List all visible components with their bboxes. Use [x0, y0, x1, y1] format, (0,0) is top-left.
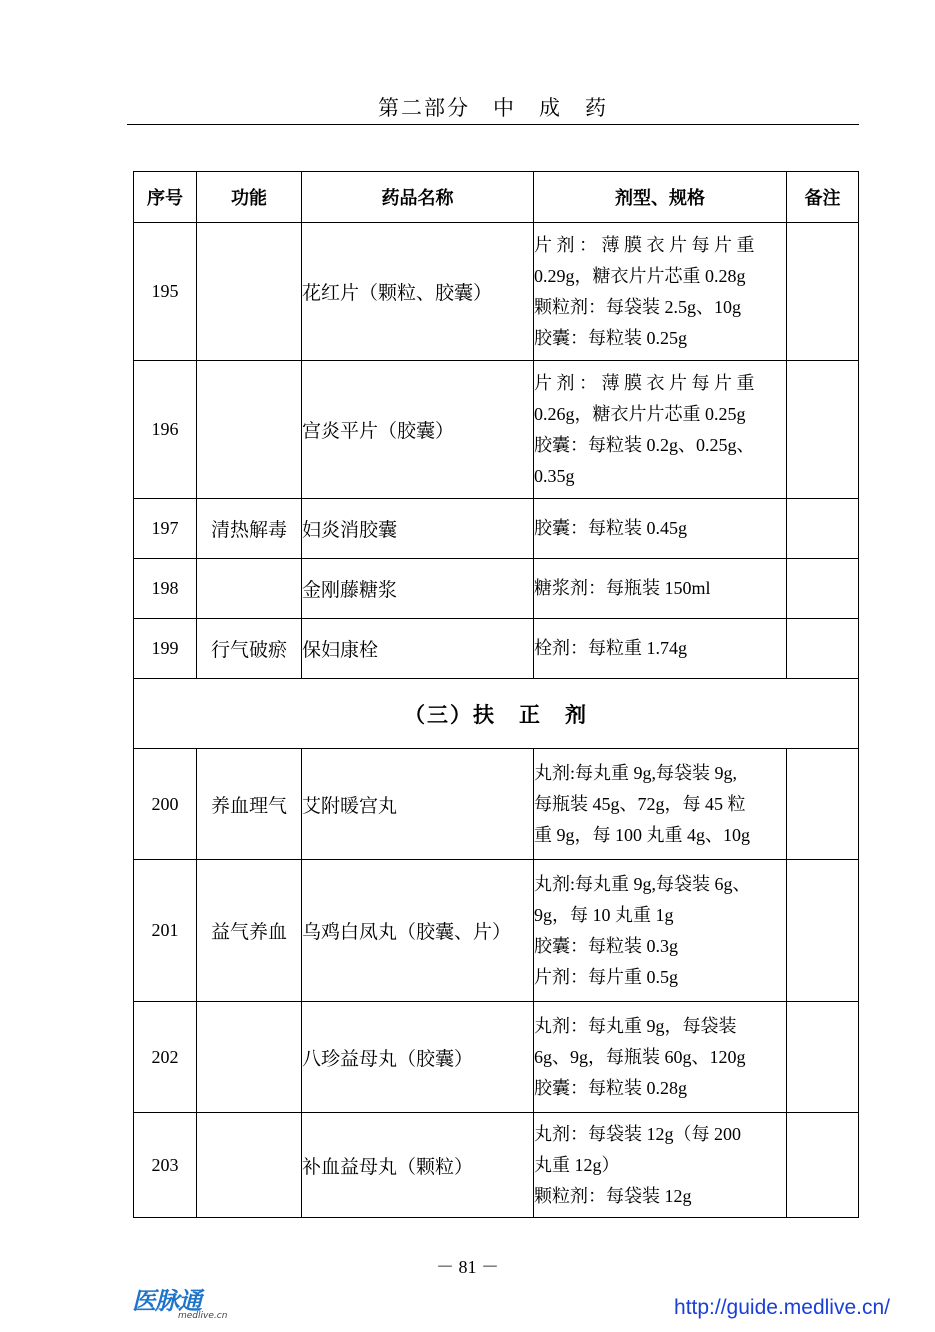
- cell-spec: [534, 619, 787, 679]
- cell-note: [787, 559, 859, 619]
- cell-drug-name: 八珍益母丸（胶囊）: [302, 1002, 534, 1113]
- column-header-note: 备注: [787, 172, 859, 223]
- column-header-seq: 序号: [134, 172, 197, 223]
- page-number: － 81 －: [436, 1257, 499, 1277]
- spec-line: 丸重 12g）: [534, 1154, 620, 1175]
- cell-note: [787, 749, 859, 860]
- spec-line: 胶囊：每粒装 0.28g: [534, 1077, 687, 1098]
- logo-subtext: medlive.cn: [178, 1311, 228, 1321]
- spec-line: 胶囊：每粒装 0.25g: [534, 327, 687, 348]
- cell-seq: 195: [134, 223, 197, 361]
- cell-drug-name: 花红片（颗粒、胶囊）: [302, 223, 534, 361]
- spec-line: 栓剂：每粒重 1.74g: [534, 638, 687, 658]
- cell-note: [787, 1113, 859, 1218]
- cell-function: [197, 223, 302, 361]
- cell-spec: [534, 1002, 787, 1113]
- spec-line: 0.35g: [534, 465, 575, 486]
- table-row: [134, 1002, 859, 1113]
- spec-line: 0.29g，糖衣片片芯重 0.28g: [534, 265, 746, 286]
- cell-seq: 199: [134, 619, 197, 679]
- site-url-link[interactable]: http://guide.medlive.cn/: [674, 1296, 890, 1319]
- spec-line: 6g、9g，每瓶装 60g、120g: [534, 1046, 746, 1067]
- medlive-logo: [132, 1281, 242, 1321]
- spec-line: 丸剂:每丸重 9g,每袋装 9g,: [534, 762, 738, 783]
- cell-function: [197, 1113, 302, 1218]
- cell-drug-name: 保妇康栓: [302, 619, 534, 679]
- spec-line: 胶囊：每粒装 0.2g、0.25g、: [534, 434, 755, 455]
- cell-function: 行气破瘀: [197, 619, 302, 679]
- section-title: （三）扶 正 剂: [134, 679, 859, 749]
- spec-line: 胶囊：每粒装 0.3g: [534, 935, 678, 956]
- spec-line: 颗粒剂：每袋装 2.5g、10g: [534, 296, 741, 317]
- cell-drug-name: 宫炎平片（胶囊）: [302, 361, 534, 499]
- spec-line: 糖浆剂：每瓶装 150ml: [534, 578, 711, 598]
- table-row: [134, 749, 859, 860]
- spec-line: 重 9g，每 100 丸重 4g、10g: [534, 824, 750, 845]
- table-body-upper: [134, 223, 859, 679]
- spec-line: 片 剂 ： 薄 膜 衣 片 每 片 重: [534, 234, 755, 255]
- cell-note: [787, 860, 859, 1002]
- table-row: [134, 1113, 859, 1218]
- cell-note: [787, 1002, 859, 1113]
- cell-drug-name: 乌鸡白凤丸（胶囊、片）: [302, 860, 534, 1002]
- cell-seq: 203: [134, 1113, 197, 1218]
- cell-drug-name: 补血益母丸（颗粒）: [302, 1113, 534, 1218]
- header-rule: [127, 124, 859, 125]
- page-header: 第二部分 中 成 药: [378, 96, 608, 120]
- column-header-spec: 剂型、规格: [534, 172, 787, 223]
- spec-line: 片 剂 ： 薄 膜 衣 片 每 片 重: [534, 372, 755, 393]
- cell-note: [787, 361, 859, 499]
- cell-note: [787, 223, 859, 361]
- table-row: [134, 860, 859, 1002]
- spec-line: 0.26g，糖衣片片芯重 0.25g: [534, 403, 746, 424]
- cell-spec: [534, 499, 787, 559]
- cell-note: [787, 619, 859, 679]
- cell-spec: [534, 559, 787, 619]
- cell-seq: 200: [134, 749, 197, 860]
- table-row: [134, 499, 859, 559]
- drug-table: [133, 171, 859, 1218]
- cell-note: [787, 499, 859, 559]
- column-header-function: 功能: [197, 172, 302, 223]
- spec-line: 片剂：每片重 0.5g: [534, 966, 678, 987]
- cell-drug-name: 妇炎消胶囊: [302, 499, 534, 559]
- table-section: [134, 679, 859, 749]
- spec-line: 丸剂：每袋装 12g（每 200: [534, 1123, 741, 1144]
- cell-spec: [534, 223, 787, 361]
- spec-line: 9g，每 10 丸重 1g: [534, 904, 674, 925]
- table-row: [134, 559, 859, 619]
- cell-function: 养血理气: [197, 749, 302, 860]
- spec-line: 丸剂：每丸重 9g，每袋装: [534, 1015, 737, 1036]
- table-row: [134, 361, 859, 499]
- column-header-name: 药品名称: [302, 172, 534, 223]
- spec-line: 丸剂:每丸重 9g,每袋装 6g、: [534, 873, 751, 894]
- spec-line: 每瓶装 45g、72g，每 45 粒: [534, 793, 746, 814]
- cell-drug-name: 金刚藤糖浆: [302, 559, 534, 619]
- cell-spec: [534, 1113, 787, 1218]
- cell-drug-name: 艾附暖宫丸: [302, 749, 534, 860]
- cell-spec: [534, 860, 787, 1002]
- cell-function: [197, 559, 302, 619]
- cell-seq: 196: [134, 361, 197, 499]
- cell-spec: [534, 749, 787, 860]
- table-body-lower: [134, 749, 859, 1218]
- table-row: [134, 619, 859, 679]
- cell-spec: [534, 361, 787, 499]
- spec-line: 胶囊：每粒装 0.45g: [534, 518, 687, 538]
- cell-seq: 202: [134, 1002, 197, 1113]
- table-row: [134, 223, 859, 361]
- cell-function: [197, 1002, 302, 1113]
- section-row: [134, 679, 859, 749]
- cell-seq: 201: [134, 860, 197, 1002]
- cell-function: 清热解毒: [197, 499, 302, 559]
- cell-seq: 197: [134, 499, 197, 559]
- table-header-row: [134, 172, 859, 223]
- cell-seq: 198: [134, 559, 197, 619]
- cell-function: 益气养血: [197, 860, 302, 1002]
- logo-text: 医脉通: [132, 1287, 201, 1315]
- cell-function: [197, 361, 302, 499]
- spec-line: 颗粒剂：每袋装 12g: [534, 1185, 692, 1206]
